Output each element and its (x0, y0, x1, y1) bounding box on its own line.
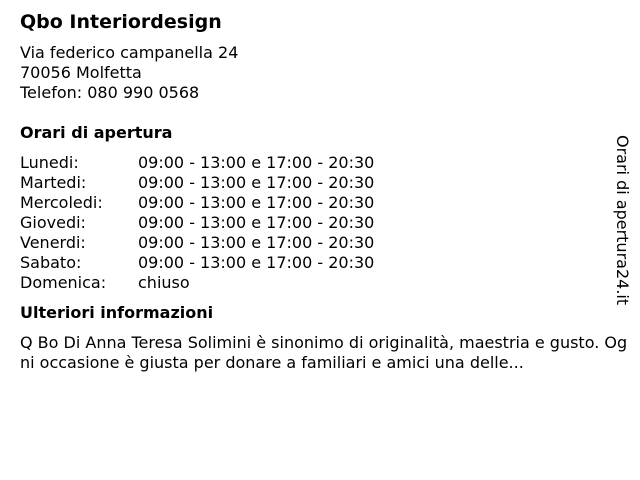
phone-number: Telefon: 080 990 0568 (20, 83, 200, 102)
hours-row-monday (20, 153, 632, 173)
street-address: Via federico campanella 24 (20, 43, 239, 62)
hours-row-saturday (20, 253, 632, 273)
address-block (20, 43, 632, 103)
hours-row-friday (20, 233, 632, 253)
opening-hours-heading: Orari di apertura (20, 123, 173, 142)
more-info-heading: Ulteriori informazioni (20, 303, 214, 322)
site-watermark-text: Orari di apertura24.it (613, 135, 632, 306)
day-label: Martedi: (20, 173, 87, 192)
day-hours: 09:00 - 13:00 e 17:00 - 20:30 (138, 213, 375, 232)
day-label: Domenica: (20, 273, 107, 292)
city-address: 70056 Molfetta (20, 63, 142, 82)
day-hours: 09:00 - 13:00 e 17:00 - 20:30 (138, 153, 375, 172)
hours-row-tuesday (20, 173, 632, 193)
day-hours: 09:00 - 13:00 e 17:00 - 20:30 (138, 233, 375, 252)
business-card (20, 10, 632, 373)
day-label: Giovedi: (20, 213, 86, 232)
day-label: Venerdi: (20, 233, 86, 252)
hours-row-thursday (20, 213, 632, 233)
description-text: Q Bo Di Anna Teresa Solimini è sinonimo di originalità, maestria e gusto. Ogni occasione è giusta per donare a familiari e amici una delle... (20, 333, 628, 372)
day-hours: chiuso (138, 273, 190, 292)
day-hours: 09:00 - 13:00 e 17:00 - 20:30 (138, 193, 375, 212)
hours-row-wednesday (20, 193, 632, 213)
day-hours: 09:00 - 13:00 e 17:00 - 20:30 (138, 253, 375, 272)
day-label: Mercoledi: (20, 193, 103, 212)
hours-row-sunday (20, 273, 632, 293)
business-name: Qbo Interiordesign (20, 11, 222, 33)
day-label: Sabato: (20, 253, 82, 272)
opening-hours-list (20, 153, 632, 293)
day-hours: 09:00 - 13:00 e 17:00 - 20:30 (138, 173, 375, 192)
day-label: Lunedi: (20, 153, 79, 172)
site-watermark (612, 135, 632, 313)
